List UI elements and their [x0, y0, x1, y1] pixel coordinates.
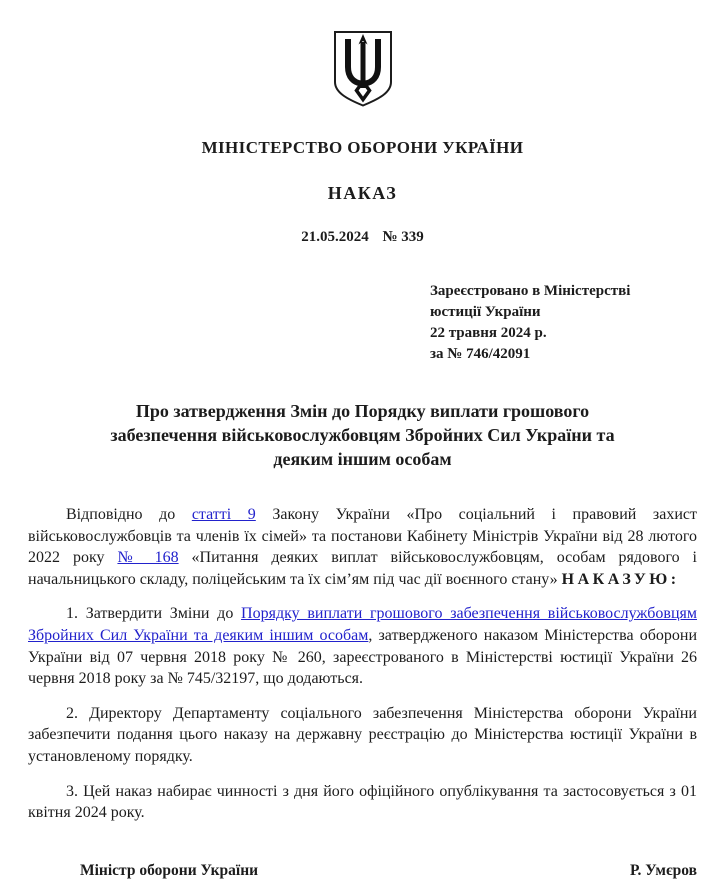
document-body: [28, 504, 697, 824]
text-run: 1. Затвердити Зміни до: [66, 605, 242, 623]
emblem-container: [28, 28, 697, 113]
text-run: Закону України «Про соціальний і правовий захист військовослужбовців та членів їх сімей» та постанови Кабінету Міністрів України від 28 лютого 2022 року: [28, 506, 697, 567]
text-run: «Питання деяких виплат військовослужбовцям, особам рядового і начальницького складу, поліцейським та їх сім’ям під час дії воєнного стану»: [28, 549, 698, 588]
title-line: деяким іншим особам: [273, 449, 452, 469]
item-3-paragraph: [28, 781, 697, 824]
ministry-name: МІНІСТЕРСТВО ОБОРОНИ УКРАЇНИ: [201, 138, 524, 157]
order-number: № 339: [382, 229, 424, 245]
text-run: 3. Цей наказ набирає чинності з дня його офіційного опублікування та застосовується з 01 квітня 2024 року.: [28, 782, 697, 822]
text-run: , затвердженого наказом Міністерства оборони України від 07 червня 2018 року № 260, зареєстрованого в Міністерстві юстиції України 26 червня 2018 року за № 745/32197, що додаються.: [28, 626, 698, 688]
document-type-label: НАКАЗ: [327, 183, 398, 203]
registration-line: за № 746/42091: [430, 346, 531, 362]
intro-paragraph: [28, 504, 697, 590]
inline-link[interactable]: статті 9: [191, 506, 256, 523]
registration-line: Зареєстровано в Міністерстві: [430, 283, 631, 299]
inline-link[interactable]: Порядку виплати грошового забезпечення військовослужбовцям Збройних Сил України та деяким іншим особам: [28, 605, 697, 644]
document-title: [28, 399, 697, 471]
signer-position: Міністр оборони України: [80, 861, 259, 879]
signer-name: Р. Умєров: [630, 861, 697, 879]
item-1-paragraph: [28, 603, 697, 689]
ukraine-trident-shield-icon: [329, 95, 397, 112]
registration-block: [430, 281, 697, 365]
item-2-paragraph: [28, 703, 697, 768]
registration-line: юстиції України: [430, 304, 541, 320]
inline-link[interactable]: № 168: [117, 549, 179, 567]
text-run: Відповідно до: [66, 506, 192, 523]
title-line: Про затвердження Змін до Порядку виплати грошового: [135, 401, 590, 421]
date-number-line: [28, 229, 697, 246]
text-run: 2. Директору Департаменту соціального забезпечення Міністерства оборони України забезпечити подання цього наказу на державну реєстрацію до Міністерства юстиції України в установленому порядку.: [28, 704, 697, 765]
signature-block: [28, 862, 697, 880]
registration-line: 22 травня 2024 р.: [430, 325, 547, 341]
title-line: забезпечення військовослужбовцям Збройних Сил України та: [110, 425, 615, 445]
decree-keyword: НАКАЗУЮ:: [561, 570, 680, 588]
order-date: 21.05.2024: [301, 229, 369, 245]
